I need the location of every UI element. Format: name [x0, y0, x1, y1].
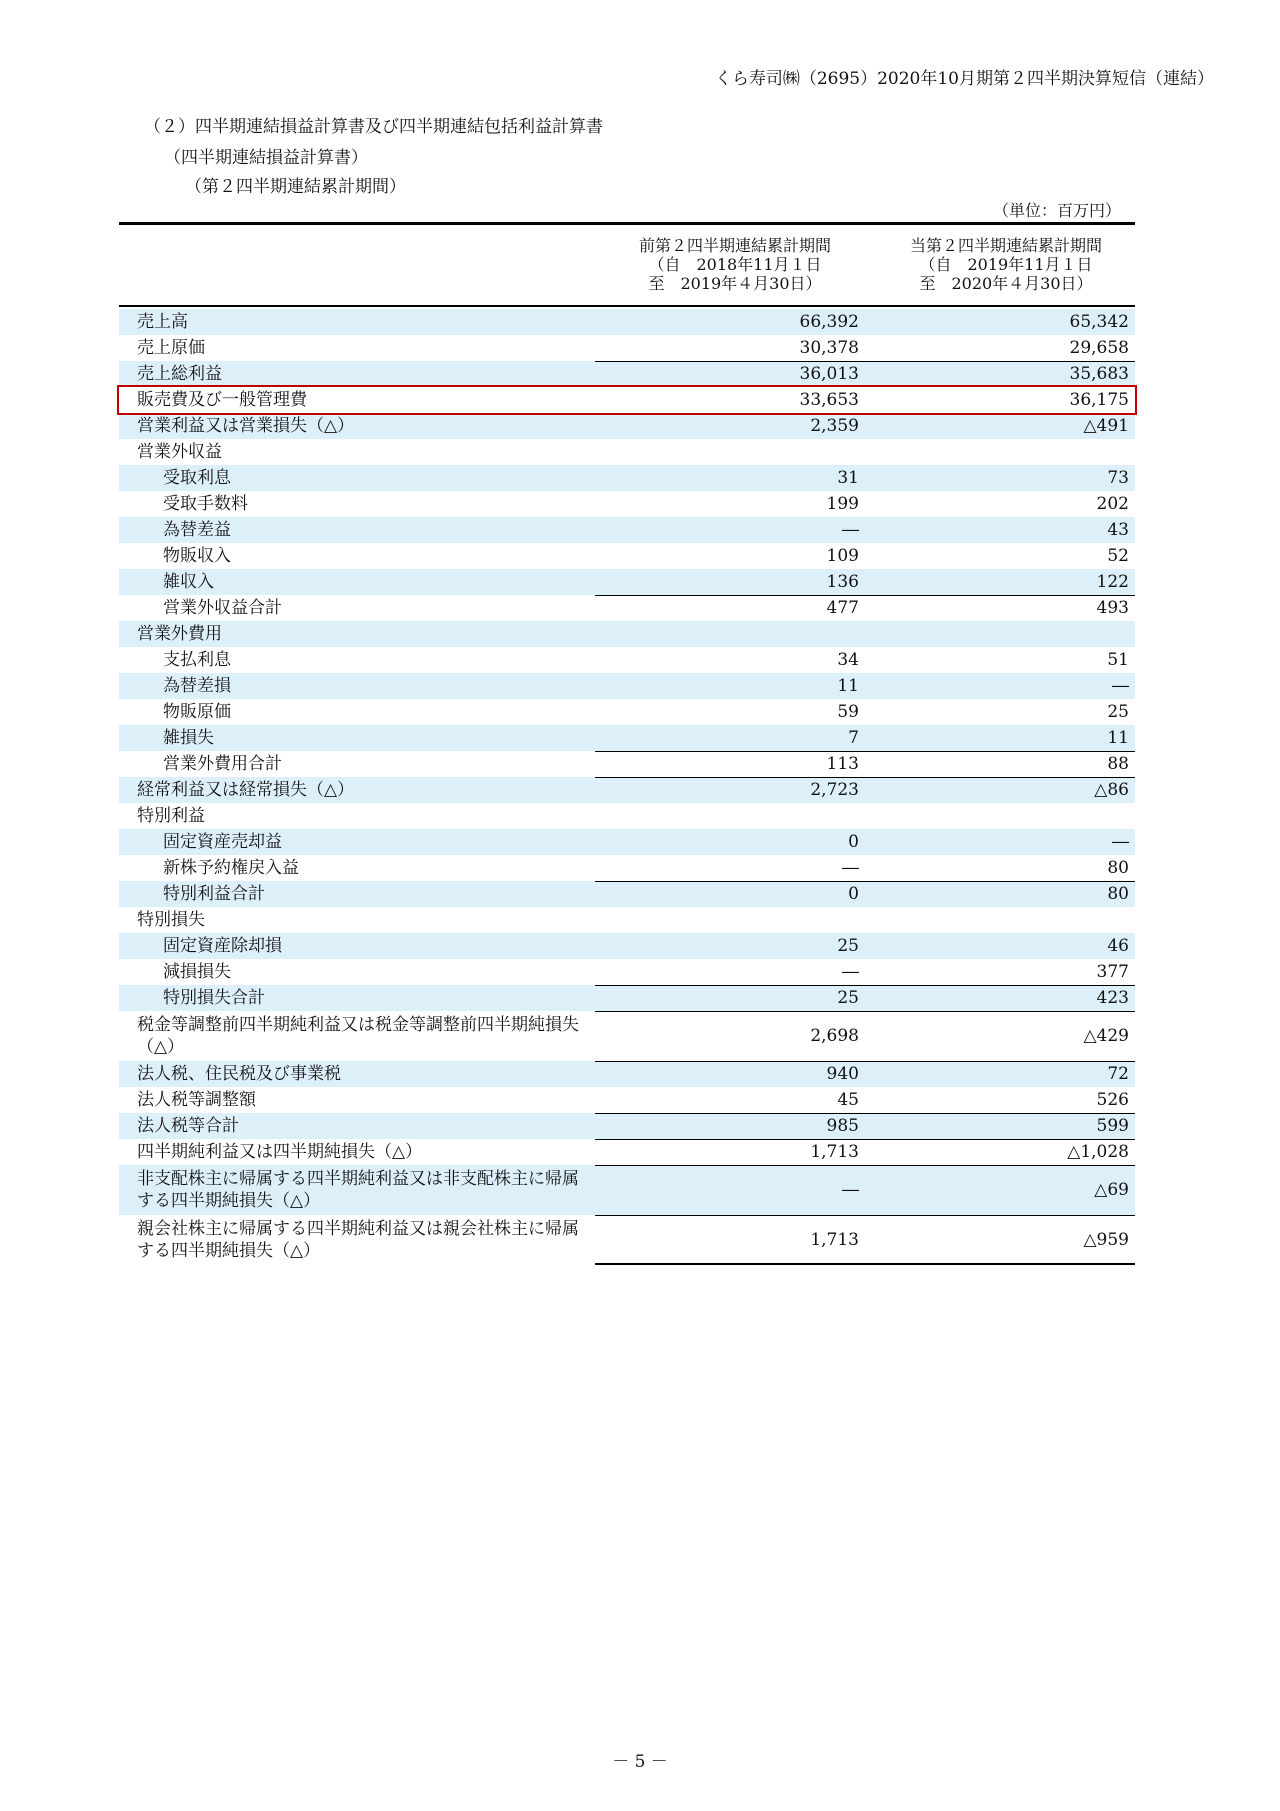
table-row [119, 751, 1135, 777]
prior-period-value: ― [842, 520, 859, 540]
current-period-value [865, 803, 1135, 829]
row-label: 受取手数料 [163, 494, 248, 514]
table-row [119, 621, 1135, 647]
prior-period-value: ― [842, 1180, 859, 1200]
table-row [119, 933, 1135, 959]
prior-period-value: 66,392 [799, 312, 859, 332]
prior-period-value: 2,359 [810, 416, 859, 436]
current-period-value: 526 [1096, 1090, 1129, 1110]
prior-period-value: 11 [837, 676, 859, 696]
column-header-current-period [876, 236, 1136, 293]
row-label: 雑損失 [163, 728, 214, 748]
row-label: 法人税等合計 [137, 1116, 239, 1136]
row-label: 為替差損 [163, 676, 231, 696]
current-period-value: 43 [1107, 520, 1129, 540]
prior-period-value: 34 [837, 650, 859, 670]
column-header-title: 当第２四半期連結累計期間 [909, 236, 1102, 255]
current-period-value: 80 [1107, 884, 1129, 904]
row-label: 営業外収益合計 [163, 598, 282, 618]
current-period-value: 52 [1107, 546, 1129, 566]
current-period-value: 599 [1096, 1116, 1129, 1136]
table-row [119, 907, 1135, 933]
row-label: 親会社株主に帰属する四半期純利益又は親会社株主に帰属する四半期純損失（△） [137, 1219, 579, 1261]
prior-period-value: ― [842, 962, 859, 982]
row-label: 売上総利益 [137, 364, 222, 384]
row-label: 営業外費用合計 [163, 754, 282, 774]
current-period-value: ― [1112, 832, 1129, 852]
current-period-value: 72 [1107, 1064, 1129, 1084]
prior-period-value: 1,713 [810, 1142, 859, 1162]
row-label: 支払利息 [163, 650, 231, 670]
row-label: 売上高 [137, 312, 188, 332]
prior-period-value: 113 [826, 754, 859, 774]
table-row [119, 387, 1135, 413]
row-label: 雑収入 [163, 572, 214, 592]
table-row [119, 309, 1135, 335]
current-period-value: 493 [1096, 598, 1129, 618]
current-period-value: 11 [1107, 728, 1129, 748]
prior-period-value: 2,723 [810, 780, 859, 800]
prior-period-value: 136 [826, 572, 859, 592]
row-label: 特別損失 [137, 910, 205, 930]
prior-period-value: 33,653 [799, 390, 859, 410]
table-row [119, 673, 1135, 699]
prior-period-value: 199 [826, 494, 859, 514]
row-label: 税金等調整前四半期純利益又は税金等調整前四半期純損失（△） [137, 1015, 579, 1057]
prior-period-value: 2,698 [810, 1026, 859, 1046]
column-header-from: （自 2019年11月１日 [919, 255, 1093, 274]
current-period-value: △1,028 [1067, 1142, 1129, 1162]
table-row [119, 595, 1135, 621]
prior-period-value: 985 [826, 1116, 859, 1136]
row-label: 減損損失 [163, 962, 231, 982]
current-period-value: 88 [1107, 754, 1129, 774]
column-header-from: （自 2018年11月１日 [648, 255, 822, 274]
row-label: 物販収入 [163, 546, 231, 566]
row-label: 物販原価 [163, 702, 231, 722]
prior-period-value: 0 [848, 884, 859, 904]
prior-period-value [595, 439, 865, 465]
table-row [119, 1011, 1135, 1061]
column-header-title: 前第２四半期連結累計期間 [638, 236, 831, 255]
row-label: 為替差益 [163, 520, 231, 540]
column-header-prior-period [605, 236, 865, 293]
table-row [119, 543, 1135, 569]
row-label: 非支配株主に帰属する四半期純利益又は非支配株主に帰属する四半期純損失（△） [137, 1169, 579, 1211]
row-label: 経常利益又は経常損失（△） [137, 780, 355, 800]
current-period-value: 73 [1107, 468, 1129, 488]
row-label: 特別利益合計 [163, 884, 265, 904]
document-header: くら寿司㈱（2695）2020年10月期第２四半期決算短信（連結） [714, 69, 1214, 89]
table-row [119, 1061, 1135, 1087]
prior-period-value: 477 [826, 598, 859, 618]
current-period-value: 25 [1107, 702, 1129, 722]
row-label: 営業外費用 [137, 624, 222, 644]
prior-period-value: 31 [837, 468, 859, 488]
table-row [119, 725, 1135, 751]
prior-period-value: 59 [837, 702, 859, 722]
current-period-value: 51 [1107, 650, 1129, 670]
prior-period-value: ― [842, 858, 859, 878]
prior-period-value: 109 [826, 546, 859, 566]
table-row [119, 1215, 1135, 1265]
prior-period-value: 0 [848, 832, 859, 852]
row-label: 営業利益又は営業損失（△） [137, 416, 355, 436]
table-row [119, 413, 1135, 439]
table-row [119, 335, 1135, 361]
current-period-value: ― [1112, 676, 1129, 696]
table-row [119, 465, 1135, 491]
prior-period-value: 30,378 [799, 338, 859, 358]
current-period-value: 36,175 [1069, 390, 1129, 410]
current-period-value: △959 [1083, 1230, 1129, 1250]
table-row [119, 829, 1135, 855]
table-row [119, 1165, 1135, 1215]
table-row [119, 777, 1135, 803]
current-period-value: 29,658 [1069, 338, 1129, 358]
current-period-value: 46 [1107, 936, 1129, 956]
row-label: 受取利息 [163, 468, 231, 488]
row-label: 法人税等調整額 [137, 1090, 256, 1110]
row-label: 固定資産除却損 [163, 936, 282, 956]
page-number: － 5 － [612, 1752, 668, 1772]
prior-period-value: 1,713 [810, 1230, 859, 1250]
prior-period-value: 940 [826, 1064, 859, 1084]
table-row [119, 647, 1135, 673]
row-label: 特別利益 [137, 806, 205, 826]
prior-period-value: 25 [837, 936, 859, 956]
unit-label: （単位：百万円） [993, 201, 1122, 220]
prior-period-value: 36,013 [799, 364, 859, 384]
current-period-value: 35,683 [1069, 364, 1129, 384]
current-period-value: 423 [1096, 988, 1129, 1008]
row-label: 新株予約権戻入益 [163, 858, 299, 878]
prior-period-value [595, 907, 865, 933]
table-row [119, 699, 1135, 725]
period-title: （第２四半期連結累計期間） [185, 177, 406, 197]
prior-period-value: 7 [848, 728, 859, 748]
current-period-value: △69 [1094, 1180, 1129, 1200]
prior-period-value: 25 [837, 988, 859, 1008]
table-row [119, 985, 1135, 1011]
current-period-value: 65,342 [1069, 312, 1129, 332]
table-row [119, 881, 1135, 907]
column-header-to: 至 2020年４月30日） [919, 274, 1093, 293]
table-row [119, 803, 1135, 829]
table-row [119, 1139, 1135, 1165]
current-period-value: 80 [1107, 858, 1129, 878]
section-title: （２）四半期連結損益計算書及び四半期連結包括利益計算書 [144, 117, 603, 137]
statement-title: （四半期連結損益計算書） [164, 148, 368, 168]
table-row [119, 491, 1135, 517]
row-label: 四半期純利益又は四半期純損失（△） [137, 1142, 423, 1162]
column-header-to: 至 2019年４月30日） [648, 274, 822, 293]
table-row [119, 1087, 1135, 1113]
income-statement-table [119, 307, 1135, 1265]
table-row [119, 1113, 1135, 1139]
table-row [119, 439, 1135, 465]
table-row [119, 855, 1135, 881]
row-label: 法人税、住民税及び事業税 [137, 1064, 341, 1084]
current-period-value [865, 907, 1135, 933]
current-period-value: 377 [1096, 962, 1129, 982]
row-label: 営業外収益 [137, 442, 222, 462]
current-period-value: 202 [1096, 494, 1129, 514]
current-period-value: △491 [1083, 416, 1129, 436]
table-row [119, 569, 1135, 595]
row-label: 売上原価 [137, 338, 205, 358]
row-label: 特別損失合計 [163, 988, 265, 1008]
prior-period-value [595, 803, 865, 829]
current-period-value [865, 439, 1135, 465]
table-row [119, 361, 1135, 387]
table-row [119, 517, 1135, 543]
current-period-value: △86 [1094, 780, 1129, 800]
current-period-value [865, 621, 1135, 647]
current-period-value: △429 [1083, 1026, 1129, 1046]
current-period-value: 122 [1096, 572, 1129, 592]
row-label: 販売費及び一般管理費 [137, 390, 307, 410]
prior-period-value [595, 621, 865, 647]
table-row [119, 959, 1135, 985]
row-label: 固定資産売却益 [163, 832, 282, 852]
table-top-rule [119, 222, 1135, 225]
prior-period-value: 45 [837, 1090, 859, 1110]
